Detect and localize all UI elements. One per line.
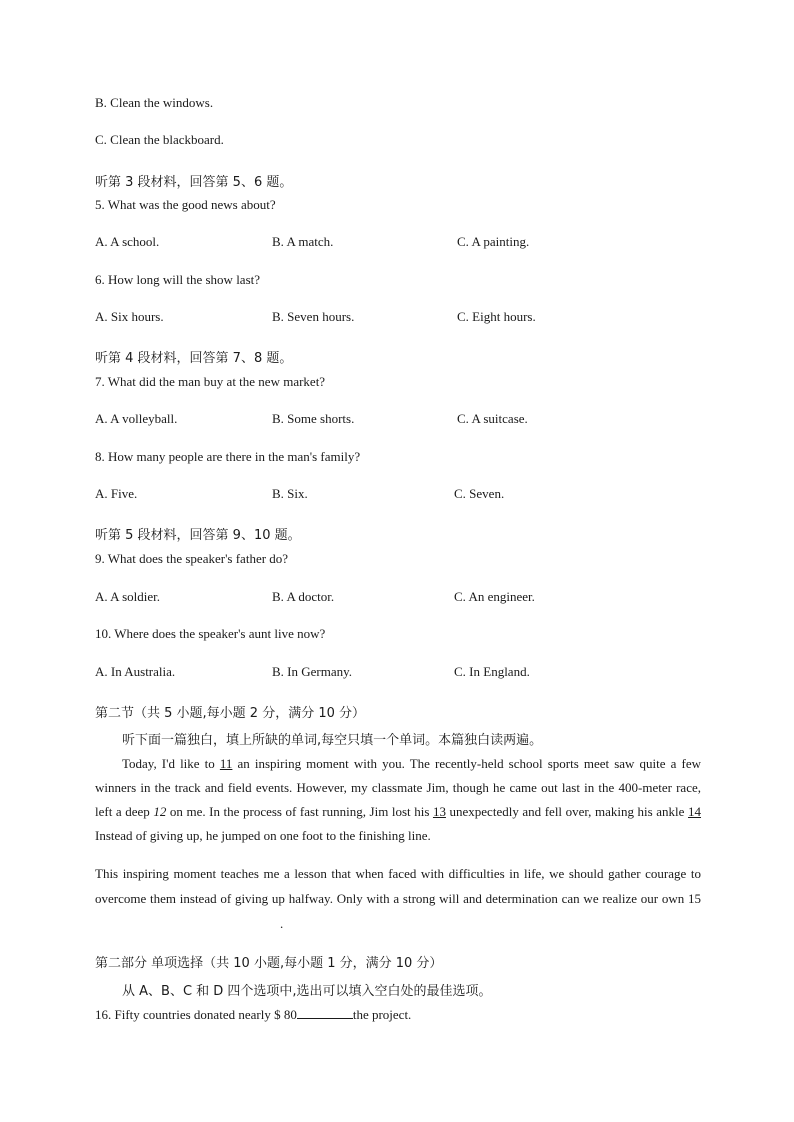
monologue-paragraph [95, 752, 701, 848]
monologue-text-6: This inspiring moment teaches me a lesson that when faced with difficulties in life, we should gather courage to overcome them instead of giving up halfway. Only with a strong will and determination can we realize our own 15 [95, 866, 701, 906]
options-q5 [95, 234, 715, 252]
option-c: C. Seven. [454, 486, 505, 501]
option-a: A. A school. [95, 234, 160, 249]
option-b: B. Six. [272, 486, 308, 501]
option-c: C. Eight hours. [457, 309, 536, 324]
options-q9 [95, 589, 715, 607]
option-b: B. A doctor. [272, 589, 335, 604]
blank-11: 11 [219, 756, 233, 771]
monologue-paragraph-2 [95, 861, 701, 936]
option-q4-c: C. Clean the blackboard. [95, 132, 224, 147]
options-q7 [95, 411, 715, 429]
option-b: B. Some shorts. [272, 411, 355, 426]
monologue-text-1: Today, I'd like to [122, 756, 220, 771]
monologue-text-3: on me. In the process of fast running, Jim lost his [166, 804, 433, 819]
monologue-text-2: an inspiring moment with you. The recently-held school sports meet saw quite a few winners in the track and field events. However, my classmate Jim, though he came out last in the 400-meter race, left a deep [95, 756, 701, 819]
monologue-text-4: unexpectedly and fell over, making his ankle [445, 804, 689, 819]
options-q6 [95, 309, 715, 327]
part2-instruction: 从 A、B、C 和 D 四个选项中,选出可以填入空白处的最佳选项。 [122, 984, 492, 999]
part1-section2-heading: 第二节（共 5 小题,每小题 2 分，满分 10 分） [95, 706, 366, 721]
question-16 [95, 1006, 411, 1023]
option-a: A. In Australia. [95, 664, 176, 679]
section-heading-3: 听第 3 段材料，回答第 5、6 题。 [95, 175, 293, 190]
blank-line [297, 1006, 353, 1019]
option-q4-b: B. Clean the windows. [95, 95, 214, 110]
options-q8 [95, 486, 715, 504]
option-b: B. Seven hours. [272, 309, 355, 324]
question-5: 5. What was the good news about? [95, 197, 276, 212]
option-b: B. In Germany. [272, 664, 353, 679]
option-c: C. A painting. [457, 234, 530, 249]
question-6: 6. How long will the show last? [95, 272, 261, 287]
section-heading-5: 听第 5 段材料，回答第 9、10 题。 [95, 528, 301, 543]
part2-heading: 第二部分 单项选择（共 10 小题,每小题 1 分，满分 10 分） [95, 956, 443, 971]
question-7: 7. What did the man buy at the new market? [95, 374, 326, 389]
question-9: 9. What does the speaker's father do? [95, 551, 289, 566]
option-c: C. An engineer. [454, 589, 535, 604]
monologue-text-5: Instead of giving up, he jumped on one foot to the finishing line. [95, 828, 431, 843]
blank-14: 14 [688, 804, 702, 819]
option-a: A. A volleyball. [95, 411, 178, 426]
question-8: 8. How many people are there in the man's family? [95, 449, 361, 464]
option-c: C. In England. [454, 664, 530, 679]
part1-section2-instruction: 听下面一篇独白，填上所缺的单词,每空只填一个单词。本篇独白读两遍。 [122, 733, 543, 748]
option-a: A. A soldier. [95, 589, 161, 604]
option-c: C. A suitcase. [457, 411, 528, 426]
question-16-text: 16. Fifty countries donated nearly $ 80 [95, 1007, 297, 1022]
option-a: A. Five. [95, 486, 138, 501]
blank-12: 12 [153, 804, 167, 819]
options-q10 [95, 664, 715, 682]
question-10: 10. Where does the speaker's aunt live now? [95, 626, 326, 641]
option-b: B. A match. [272, 234, 334, 249]
question-16-text-end: the project. [352, 1007, 412, 1022]
blank-13: 13 [432, 804, 446, 819]
option-a: A. Six hours. [95, 309, 164, 324]
blank-15-end: . [280, 916, 284, 931]
section-heading-4: 听第 4 段材料，回答第 7、8 题。 [95, 351, 293, 366]
